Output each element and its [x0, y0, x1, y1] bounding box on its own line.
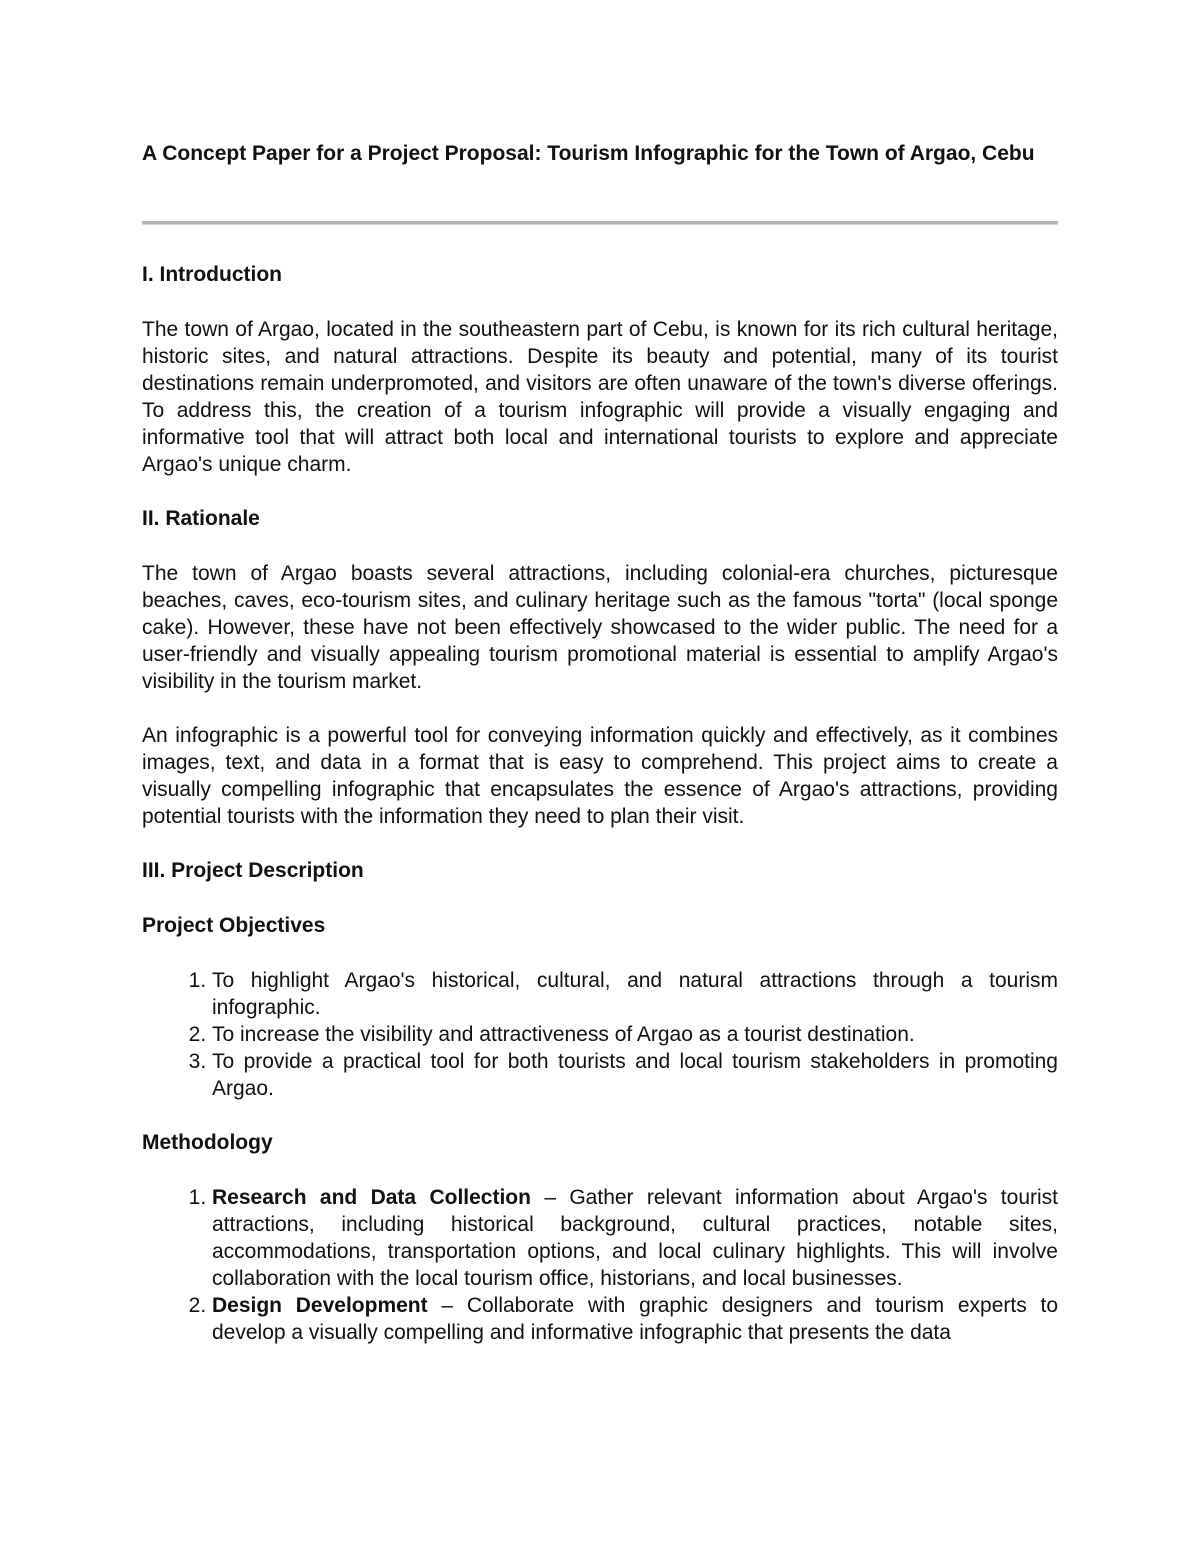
methodology-term: Research and Data Collection [212, 1186, 531, 1209]
subheading-project-objectives: Project Objectives [142, 914, 326, 937]
subheading-methodology: Methodology [142, 1131, 273, 1154]
rationale-paragraph-1: The town of Argao boasts several attractions, including colonial-era churches, picturesque beaches, caves, eco-tourism sites, and culinary heritage such as the famous "torta" (local sponge cake). However, these have not been effectively showcased to the wider public. The need for a user-friendly and visually appealing tourism promotional material is essential to amplify Argao's visibility in the tourism market. [142, 562, 1058, 693]
list-item [212, 1292, 1058, 1346]
document-page [142, 140, 1058, 1373]
list-item: 1. To highlight Argao's historical, cultural, and natural attractions through a tourism infographic. [212, 967, 1058, 1021]
methodology-text: – Gather relevant information about Argao's tourist attractions, including historical background, cultural practices, notable sites, accommodations, transportation options, and local culinary highlights. This will involve collaboration with the local tourism office, historians, and local businesses. [212, 1186, 1058, 1290]
horizontal-rule [142, 221, 1058, 225]
methodology-list [142, 1184, 1058, 1346]
section-heading-rationale: II. Rationale [142, 507, 260, 530]
list-item: 2. To increase the visibility and attractiveness of Argao as a tourist destination. [212, 1021, 1058, 1048]
rationale-paragraph-2: An infographic is a powerful tool for conveying information quickly and effectively, as it combines images, text, and data in a format that is easy to comprehend. This project aims to create a visually compelling infographic that encapsulates the essence of Argao's attractions, providing potential tourists with the information they need to plan their visit. [142, 724, 1058, 828]
list-item: 3. To provide a practical tool for both tourists and local tourism stakeholders in promoting Argao. [212, 1048, 1058, 1102]
document-title: A Concept Paper for a Project Proposal: Tourism Infographic for the Town of Argao, Cebu [142, 142, 1035, 165]
section-heading-introduction: I. Introduction [142, 263, 282, 286]
methodology-text: – Collaborate with graphic designers and tourism experts to develop a visually compelling and informative infographic that presents the data [212, 1294, 1059, 1344]
section-heading-project-description: III. Project Description [142, 859, 364, 882]
methodology-term: Design Development [212, 1294, 428, 1317]
introduction-paragraph: The town of Argao, located in the southeastern part of Cebu, is known for its rich cultural heritage, historic sites, and natural attractions. Despite its beauty and potential, many of its tourist destinations remain underpromoted, and visitors are often unaware of the town's diverse offerings. To address this, the creation of a tourism infographic will provide a visually engaging and informative tool that will attract both local and international tourists to explore and appreciate Argao's unique charm. [142, 318, 1058, 476]
objectives-list [142, 967, 1058, 1102]
list-item [212, 1184, 1058, 1292]
